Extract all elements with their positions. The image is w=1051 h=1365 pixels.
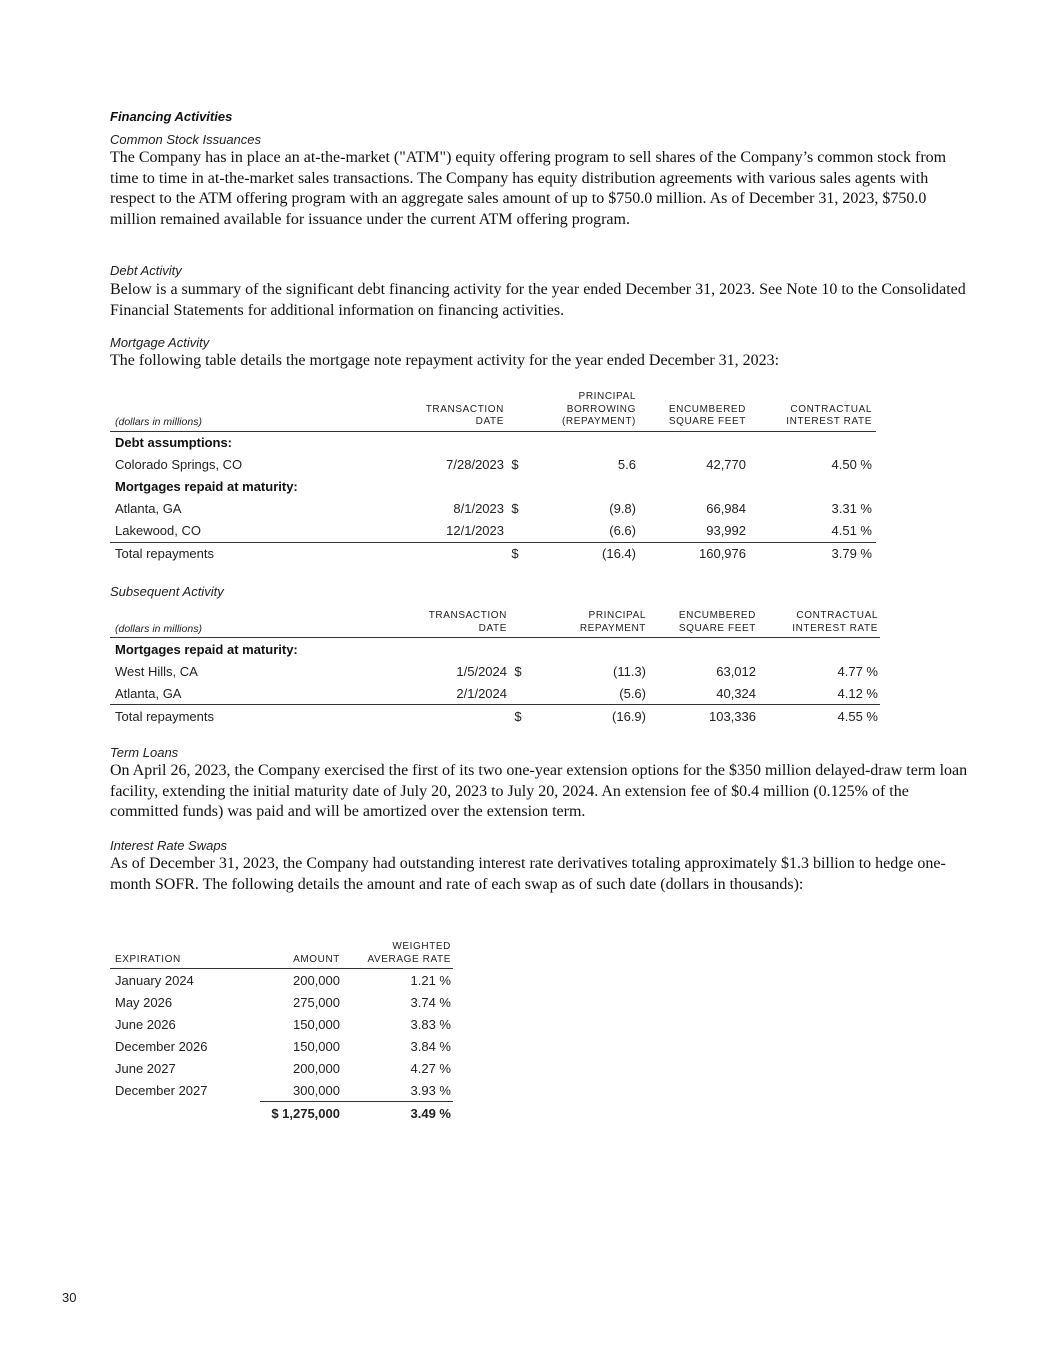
total-row: Total repayments $ (16.4) 160,976 3.79 % — [110, 542, 876, 565]
table-row: June 2026 150,000 3.83 % — [115, 1016, 451, 1032]
column-header-encumbered-sqft: ENCUMBERED SQUARE FEET — [636, 391, 746, 431]
column-header-encumbered-sqft: ENCUMBERED SQUARE FEET — [646, 610, 756, 638]
debt-activity-paragraph: Below is a summary of the significant debt financing activity for the year ended December 31, 2023. See Note 10 to the Consolidated Financial Statements for additional information on financing activities. — [110, 281, 966, 319]
mortgage-activity-subheading: Mortgage Activity — [110, 335, 210, 350]
total-row: Total repayments $ (16.9) 103,336 4.55 % — [110, 705, 880, 728]
table-header-row — [110, 941, 453, 969]
financing-activities-heading: Financing Activities — [110, 109, 233, 124]
table-row: Colorado Springs, CO 7/28/2023 $ 5.6 42,770 4.50 % — [115, 457, 872, 472]
table-row: West Hills, CA 1/5/2024 $ (11.3) 63,012 4.77 % — [115, 663, 878, 679]
column-header-expiration: EXPIRATION — [110, 941, 260, 969]
units-label: (dollars in millions) — [110, 610, 400, 638]
section-row: Mortgages repaid at maturity: — [115, 641, 298, 657]
table-row: Lakewood, CO 12/1/2023 (6.6) 93,992 4.51 % — [115, 523, 872, 538]
total-row — [110, 1102, 453, 1125]
page-number: 30 — [62, 1290, 77, 1305]
common-stock-subheading: Common Stock Issuances — [110, 132, 262, 147]
units-label: (dollars in millions) — [110, 391, 400, 431]
column-header-transaction-date: TRANSACTION DATE — [400, 610, 507, 638]
mortgage-activity-table — [110, 391, 876, 565]
column-header-interest-rate: CONTRACTUAL INTEREST RATE — [746, 391, 876, 431]
mortgage-activity-paragraph: The following table details the mortgage note repayment activity for the year ended December 31, 2023: — [110, 352, 780, 369]
subsequent-activity-subheading: Subsequent Activity — [110, 584, 224, 599]
table-header-row — [110, 610, 880, 638]
term-loans-paragraph: On April 26, 2023, the Company exercised the first of its two one-year extension options for the $350 million delayed-draw term loan facility, extending the initial maturity date of July 20, 2023 to July 20, 2024. An extension fee of $0.4 million (0.125% of the committed funds) was paid and will be amortized over the extension term. — [110, 762, 968, 820]
section-row: Debt assumptions: — [115, 435, 233, 450]
table-row: December 2027 300,000 3.93 % — [115, 1082, 451, 1098]
column-header-interest-rate: CONTRACTUAL INTEREST RATE — [756, 610, 880, 638]
table-row: Atlanta, GA 8/1/2023 $ (9.8) 66,984 3.31 % — [115, 501, 872, 516]
subsequent-activity-table — [110, 610, 880, 727]
term-loans-subheading: Term Loans — [110, 745, 179, 760]
swaps-total-amount: $ 1,275,000 — [260, 1102, 340, 1125]
debt-activity-subheading: Debt Activity — [110, 263, 182, 278]
table-row: June 2027 200,000 4.27 % — [115, 1060, 451, 1076]
column-header-principal: PRINCIPAL BORROWING (REPAYMENT) — [526, 391, 636, 431]
column-header-amount: AMOUNT — [260, 941, 340, 969]
column-header-principal: PRINCIPAL REPAYMENT — [529, 610, 646, 638]
table-row: Atlanta, GA 2/1/2024 (5.6) 40,324 4.12 % — [115, 685, 878, 701]
table-header-row — [110, 391, 876, 431]
column-header-weighted-average-rate: WEIGHTED AVERAGE RATE — [340, 941, 453, 969]
table-row: December 2026 150,000 3.84 % — [115, 1038, 451, 1054]
column-header-transaction-date: TRANSACTION DATE — [400, 391, 504, 431]
interest-rate-swaps-subheading: Interest Rate Swaps — [110, 838, 228, 853]
swaps-total-rate: 3.49 % — [340, 1102, 453, 1125]
table-row: January 2024 200,000 1.21 % — [115, 972, 451, 988]
common-stock-paragraph: The Company has in place an at-the-market ("ATM") equity offering program to sell shares of the Company’s common stock from time to time in at-the-market sales transactions. The Company has equity distribution agreements with various sales agents with respect to the ATM offering program with an aggregate sales amount of up to $750.0 million. As of December 31, 2023, $750.0 million remained available for issuance under the current ATM offering program. — [110, 149, 947, 228]
interest-rate-swaps-paragraph: As of December 31, 2023, the Company had outstanding interest rate derivatives totaling approximately $1.3 billion to hedge one-month SOFR. The following details the amount and rate of each swap as of such date (dollars in thousands): — [110, 855, 946, 893]
section-row: Mortgages repaid at maturity: — [115, 479, 298, 494]
interest-rate-swaps-table — [110, 941, 453, 1124]
table-row: May 2026 275,000 3.74 % — [115, 994, 451, 1010]
